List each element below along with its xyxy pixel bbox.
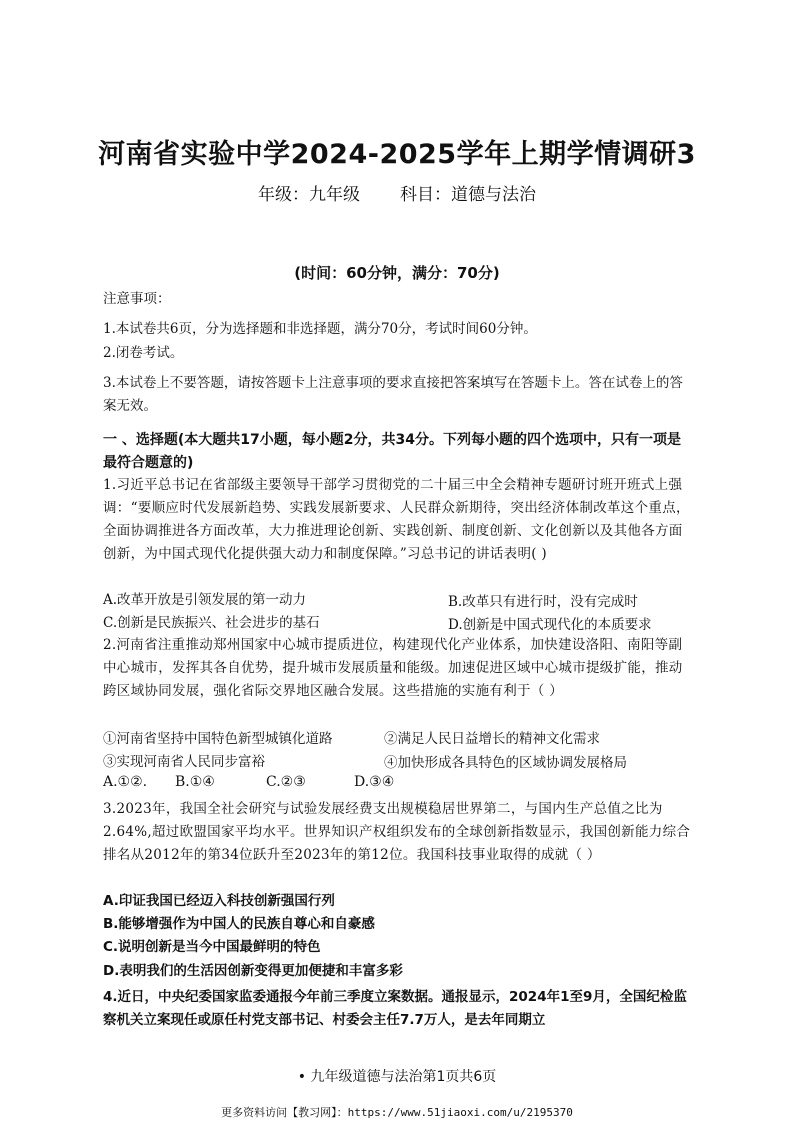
q2-option-a: A.①②.	[103, 774, 148, 790]
note-item-1: 1.本试卷共6页，分为选择题和非选择题，满分70分，考试时间60分钟。	[103, 321, 537, 337]
question-3-stem: 3.2023年，我国全社会研究与试验发展经费支出规模稳居世界第二，与国内生产总值之比为2.64%,超过欧盟国家平均水平。世界知识产权组织发布的全球创新指数显示，我国创新能力综合排名从2012年的第34位跃升至2023年的第12位。我国科技事业取得的成就（ ）	[103, 801, 691, 863]
question-2-stem: 2.河南省注重推动郑州国家中心城市提质进位，构建现代化产业体系，加快建设洛阳、南阳等副中心城市，发挥其各自优势，提升城市发展质量和能级。加速促进区域中心城市提级扩能，推动跨区域协同发展，强化省际交界地区融合发展。这些措施的实施有利于（ ）	[103, 637, 683, 699]
time-limit: (时间：60分钟，满分：70分)	[294, 264, 500, 282]
q1-option-d: D.创新是中国式现代化的本质要求	[448, 617, 652, 633]
question-1-stem: 1.习近平总书记在省部级主要领导干部学习贯彻党的二十届三中全会精神专题研讨班开班式上强调：“要顺应时代发展新趋势、实践发展新要求、人民群众新期待，突出经济体制改革这个重点，全面协调推进各方面改革，大力推进理论创新、实践创新、制度创新、文化创新以及其他各方面创新，为中国式现代化提供强大动力和制度保障。”习总书记的讲话表明( )	[103, 477, 690, 562]
q2-statement-2: ②满足人民日益增长的精神文化需求	[384, 731, 600, 747]
q2-statement-3: ③实现河南省人民同步富裕	[103, 754, 265, 770]
q1-option-a: A.改革开放是引领发展的第一动力	[103, 592, 307, 608]
note-item-3: 3.本试卷上不要答题，请按答题卡上注意事项的要求直接把答案填写在答题卡上。答在试卷上的答案无效。	[103, 375, 683, 414]
q3-option-c: C.说明创新是当今中国最鲜明的特色	[103, 939, 321, 955]
q3-option-a: A.印证我国已经迈入科技创新强国行列	[103, 893, 335, 909]
question-4-stem: 4.近日，中央纪委国家监委通报今年前三季度立案数据。通报显示，2024年1至9月，全国纪检监察机关立案现任或原任村党支部书记、村委会主任7.7万人，是去年同期立	[103, 989, 687, 1028]
q1-option-c: C.创新是民族振兴、社会进步的基石	[103, 615, 320, 631]
q2-option-c: C.②③	[266, 774, 306, 790]
q3-option-b: B.能够增强作为中国人的民族自尊心和自豪感	[103, 916, 375, 932]
note-item-2: 2.闭卷考试。	[103, 345, 184, 361]
page-title: 河南省实验中学2024-2025学年上期学情调研3	[98, 139, 696, 170]
section-heading: 一 、选择题(本大题共17小题，每小题2分，共34分。下列每小题的四个选项中，只有一项是最符合题意的)	[103, 432, 681, 471]
grade-label: 年级：九年级	[258, 185, 360, 205]
q2-option-d: D.③④	[354, 774, 395, 790]
subject-label: 科目：道德与法治	[400, 185, 536, 205]
q2-option-b: B.①④	[175, 774, 215, 790]
page-footer: • 九年级道德与法治第1页共6页	[297, 1069, 497, 1085]
source-link[interactable]: 更多资料访问【教习网】：https://www.51jiaoxi.com/u/2195370	[221, 1106, 573, 1119]
q1-option-b: B.改革只有进行时，没有完成时	[448, 594, 638, 610]
q3-option-d: D.表明我们的生活因创新变得更加便捷和丰富多彩	[103, 963, 403, 979]
notes-heading: 注意事项：	[103, 291, 171, 307]
exam-info	[0, 180, 794, 205]
q2-statement-1: ①河南省坚持中国特色新型城镇化道路	[103, 731, 333, 747]
q2-statement-4: ④加快形成各具特色的区域协调发展格局	[384, 755, 627, 771]
